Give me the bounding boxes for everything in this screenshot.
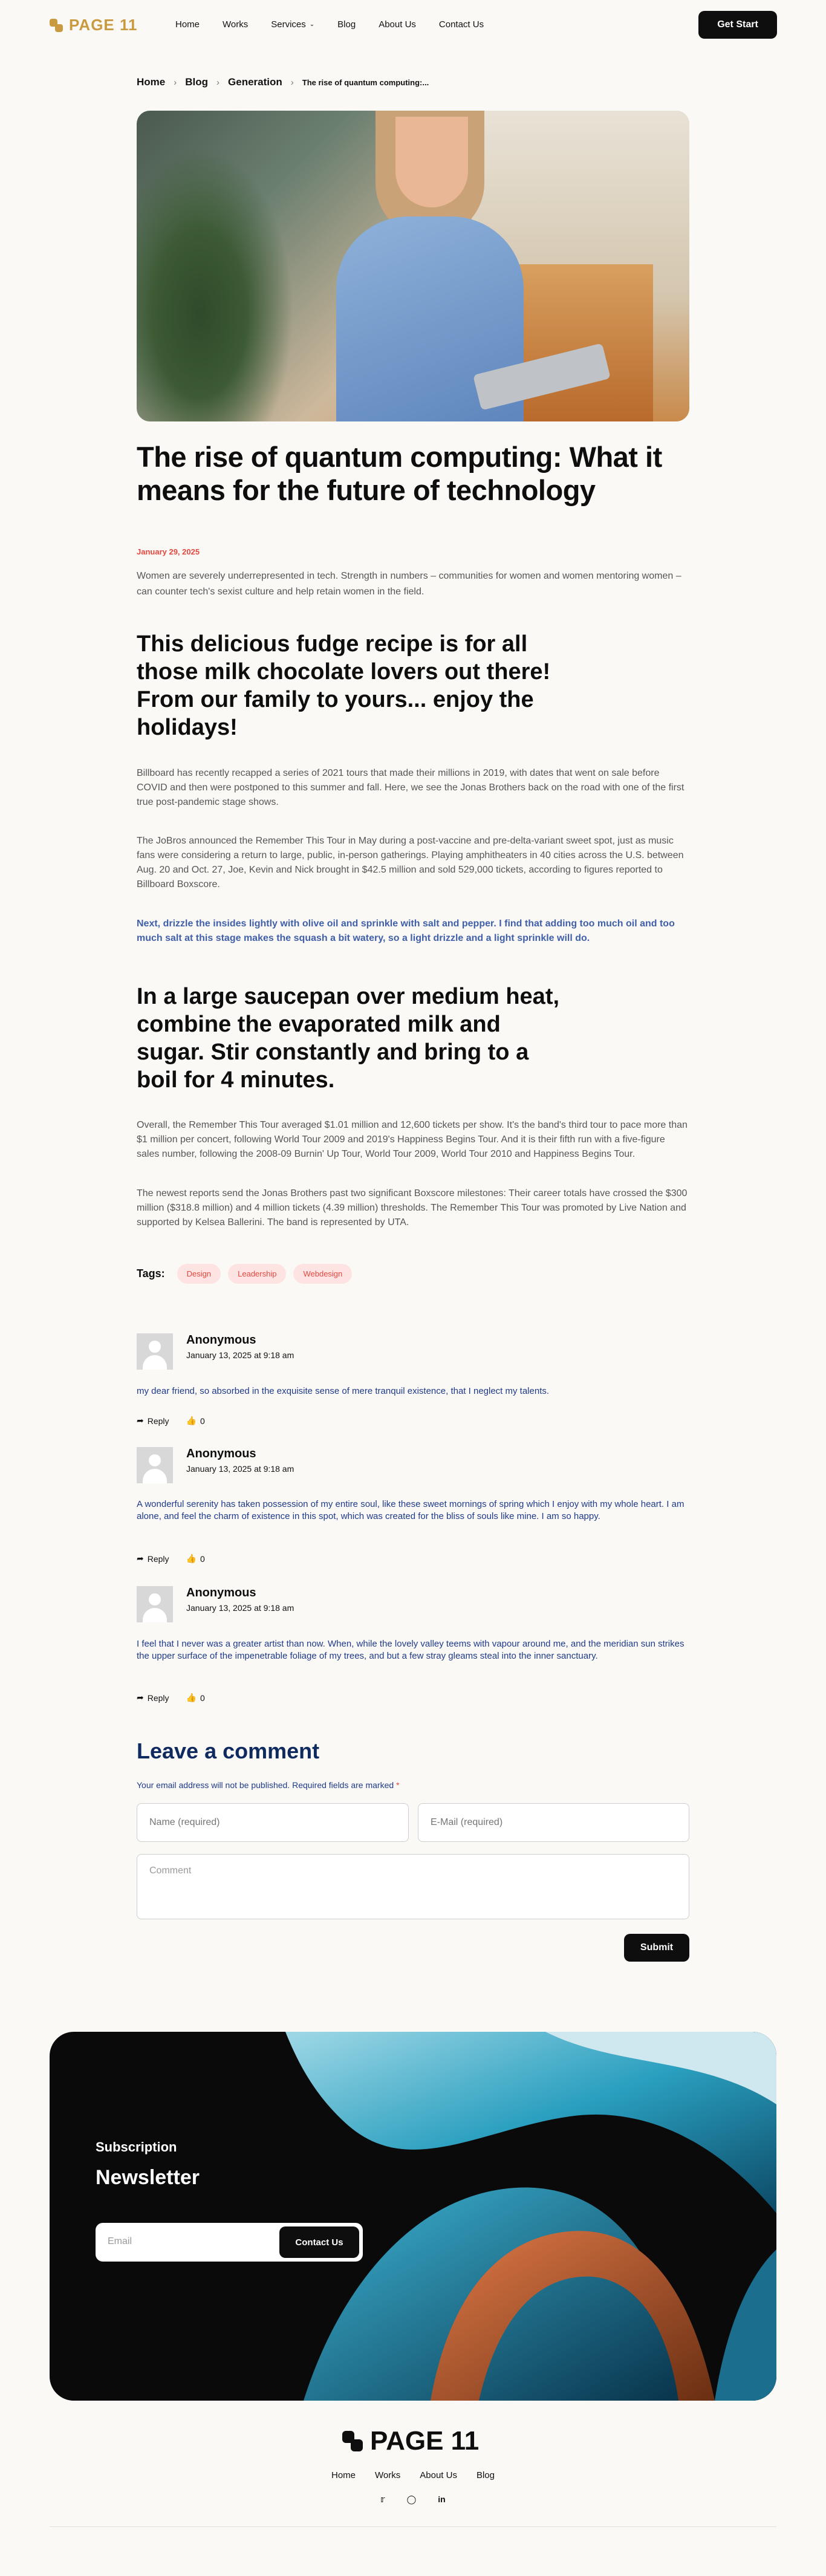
reply-icon: ➦ (137, 1553, 144, 1563)
newsletter-email-input[interactable]: Email (108, 2236, 132, 2246)
logo-text: PAGE 11 (69, 16, 138, 34)
article-highlight: Next, drizzle the insides lightly with olive oil and sprinkle with salt and pepper. I find that adding too much oil and too much salt at this stage makes the squash a bit watery, so a light drizzle and a light sprinkle will do. (137, 919, 675, 943)
site-header (0, 0, 826, 51)
abstract-art (231, 2032, 776, 2401)
name-input[interactable] (137, 1803, 409, 1842)
article-paragraph-1: Billboard has recently recapped a series of 2021 tours that made their millions in 2019, with dates that went on sale before COVID and then were postponed to this summer and fall. Here, we see the Jonas Brothers back on the road with one of the first true post-pandemic stage shows. (137, 768, 685, 807)
article-paragraph-3: Overall, the Remember This Tour averaged $1.01 million and 12,600 tickets per show. It's the band's third tour to pace more than $1 million per concert, following World Tour 2009 and 2019's Happiness Begins Tour. And it is their fifth run with a five-figure sales number, following the 2008-09 Burnin' Up Tour, World Tour 2009, World Tour 2010 and Happiness Begins Tour. (137, 1120, 688, 1159)
article-paragraph-2: The JoBros announced the Remember This Tour in May during a post-vaccine and pre-delta-variant sweet spot, just as music fans were considering a return to large, public, in-person gatherings. Playing amphitheaters in 40 cities across the U.S. between Aug. 20 and Oct. 27, Joe, Kevin and Nick brought in $42.5 million and sold 529,000 tickets, according to figures reported to Billboard Boxscore. (137, 836, 684, 890)
comment-actions (137, 1553, 205, 1564)
newsletter-form (96, 2223, 363, 2262)
breadcrumb (137, 76, 429, 88)
comment-date: January 13, 2025 at 9:18 am (186, 1603, 294, 1613)
tags-row (137, 1264, 352, 1284)
like-count: 0 (200, 1553, 205, 1564)
nav-services[interactable] (271, 19, 314, 30)
comment-actions (137, 1416, 205, 1426)
like-count: 0 (200, 1416, 205, 1426)
reply-button[interactable] (137, 1693, 169, 1703)
tag-webdesign[interactable]: Webdesign (293, 1264, 352, 1284)
chevron-right-icon: › (216, 77, 220, 88)
article-intro: Women are severely underrepresented in tech. Strength in numbers – communities for women and women mentoring women – can counter tech's sexist culture and help retain women in the field. (137, 571, 681, 597)
nav-contact[interactable]: Contact Us (438, 19, 484, 30)
thumbs-up-icon: 👍 (186, 1416, 197, 1425)
logo[interactable] (50, 16, 137, 34)
comment-author: Anonymous (186, 1333, 256, 1347)
comment-date: January 13, 2025 at 9:18 am (186, 1350, 294, 1360)
social-links (0, 2494, 826, 2505)
logo-mark-icon (342, 2431, 363, 2451)
newsletter-kicker: Subscription (96, 2139, 177, 2155)
comment-actions (137, 1693, 205, 1703)
get-start-button[interactable]: Get Start (698, 11, 777, 39)
chevron-right-icon: › (290, 77, 294, 88)
newsletter-section (50, 2032, 776, 2401)
avatar (137, 1447, 173, 1483)
footer-nav (0, 2470, 826, 2480)
article-heading-1: This delicious fudge recipe is for all those milk chocolate lovers out there! From our family to yours... enjoy the holidays! (137, 631, 551, 740)
comment-textarea[interactable]: Comment (137, 1854, 689, 1919)
thumbs-up-icon: 👍 (186, 1693, 197, 1702)
nav-services-label: Services (271, 19, 306, 30)
footer-nav-about[interactable]: About Us (420, 2470, 457, 2480)
like-count: 0 (200, 1693, 205, 1703)
newsletter-title: Newsletter (96, 2166, 200, 2189)
reply-label: Reply (147, 1416, 169, 1426)
dribbble-icon[interactable]: ◯ (406, 2494, 417, 2504)
article-paragraph-4: The newest reports send the Jonas Brothers past two significant Boxscore milestones: Their career totals have crossed the $300 million ($318.8 million) and 4 million tickets (4.39 million) thresholds. The Remember This Tour was promoted by Live Nation and supported by Kelsea Ballerini. The band is represented by UTA. (137, 1188, 688, 1228)
tags-label: Tags: (137, 1267, 165, 1280)
comment-author: Anonymous (186, 1586, 256, 1599)
leave-comment-heading: Leave a comment (137, 1738, 320, 1763)
like-button[interactable] (186, 1416, 205, 1426)
footer-nav-blog[interactable]: Blog (476, 2470, 495, 2480)
article-title: The rise of quantum computing: What it means for the future of technology (137, 441, 662, 506)
reply-label: Reply (147, 1553, 169, 1564)
like-button[interactable] (186, 1693, 205, 1703)
comment-item (137, 1447, 689, 1568)
nav-blog[interactable]: Blog (337, 19, 356, 30)
thumbs-up-icon: 👍 (186, 1553, 197, 1563)
form-note-text: Your email address will not be published. Required fields are marked (137, 1780, 394, 1790)
nav-about[interactable]: About Us (379, 19, 416, 30)
reply-button[interactable] (137, 1553, 169, 1564)
like-button[interactable] (186, 1553, 205, 1564)
reply-button[interactable] (137, 1416, 169, 1426)
nav-home[interactable]: Home (175, 19, 200, 30)
twitter-icon[interactable]: 𝕣 (380, 2494, 385, 2504)
logo-mark-icon (50, 19, 63, 32)
breadcrumb-current: The rise of quantum computing:... (302, 77, 429, 87)
breadcrumb-home[interactable]: Home (137, 76, 166, 88)
main-nav (175, 19, 507, 30)
reply-label: Reply (147, 1693, 169, 1703)
comment-item (137, 1586, 689, 1707)
linkedin-icon[interactable]: in (438, 2494, 446, 2504)
tag-leadership[interactable]: Leadership (228, 1264, 286, 1284)
comment-text: A wonderful serenity has taken possession of my entire soul, like these sweet mornings of spring which I enjoy with my whole heart. I am alone, and feel the charm of existence in this spot, which was created for the bliss of souls like mine. I am so happy. (137, 1499, 685, 1521)
avatar (137, 1586, 173, 1622)
email-input[interactable] (418, 1803, 689, 1842)
reply-icon: ➦ (137, 1416, 144, 1425)
footer-divider (50, 2526, 776, 2527)
hero-image (137, 111, 689, 421)
avatar (137, 1333, 173, 1370)
comment-item (137, 1333, 689, 1430)
chevron-down-icon: ⌄ (309, 21, 315, 28)
comment-date: January 13, 2025 at 9:18 am (186, 1464, 294, 1474)
footer-logo[interactable] (342, 2426, 479, 2456)
form-note (137, 1780, 400, 1790)
article-date: January 29, 2025 (137, 547, 200, 556)
breadcrumb-generation[interactable]: Generation (228, 76, 282, 88)
nav-works[interactable]: Works (223, 19, 249, 30)
reply-icon: ➦ (137, 1693, 144, 1702)
article-heading-2: In a large saucepan over medium heat, combine the evaporated milk and sugar. Stir constantly and bring to a boil for 4 minutes. (137, 984, 560, 1093)
breadcrumb-blog[interactable]: Blog (185, 76, 209, 88)
comment-text: my dear friend, so absorbed in the exquisite sense of mere tranquil existence, that I neglect my talents. (137, 1386, 550, 1396)
footer-nav-home[interactable]: Home (331, 2470, 356, 2480)
submit-button[interactable]: Submit (624, 1934, 689, 1962)
footer-nav-works[interactable]: Works (375, 2470, 401, 2480)
contact-us-button[interactable]: Contact Us (279, 2226, 359, 2258)
required-star: * (396, 1780, 400, 1790)
chevron-right-icon: › (174, 77, 177, 88)
tag-design[interactable]: Design (177, 1264, 221, 1284)
comment-text: I feel that I never was a greater artist than now. When, while the lovely valley teems with vapour around me, and the meridian sun strikes the upper surface of the impenetrable foliage of my trees, and but a few stray gleams steal into the inner sanctuary. (137, 1639, 685, 1661)
footer-logo-text: PAGE 11 (370, 2426, 480, 2456)
comment-author: Anonymous (186, 1447, 256, 1460)
